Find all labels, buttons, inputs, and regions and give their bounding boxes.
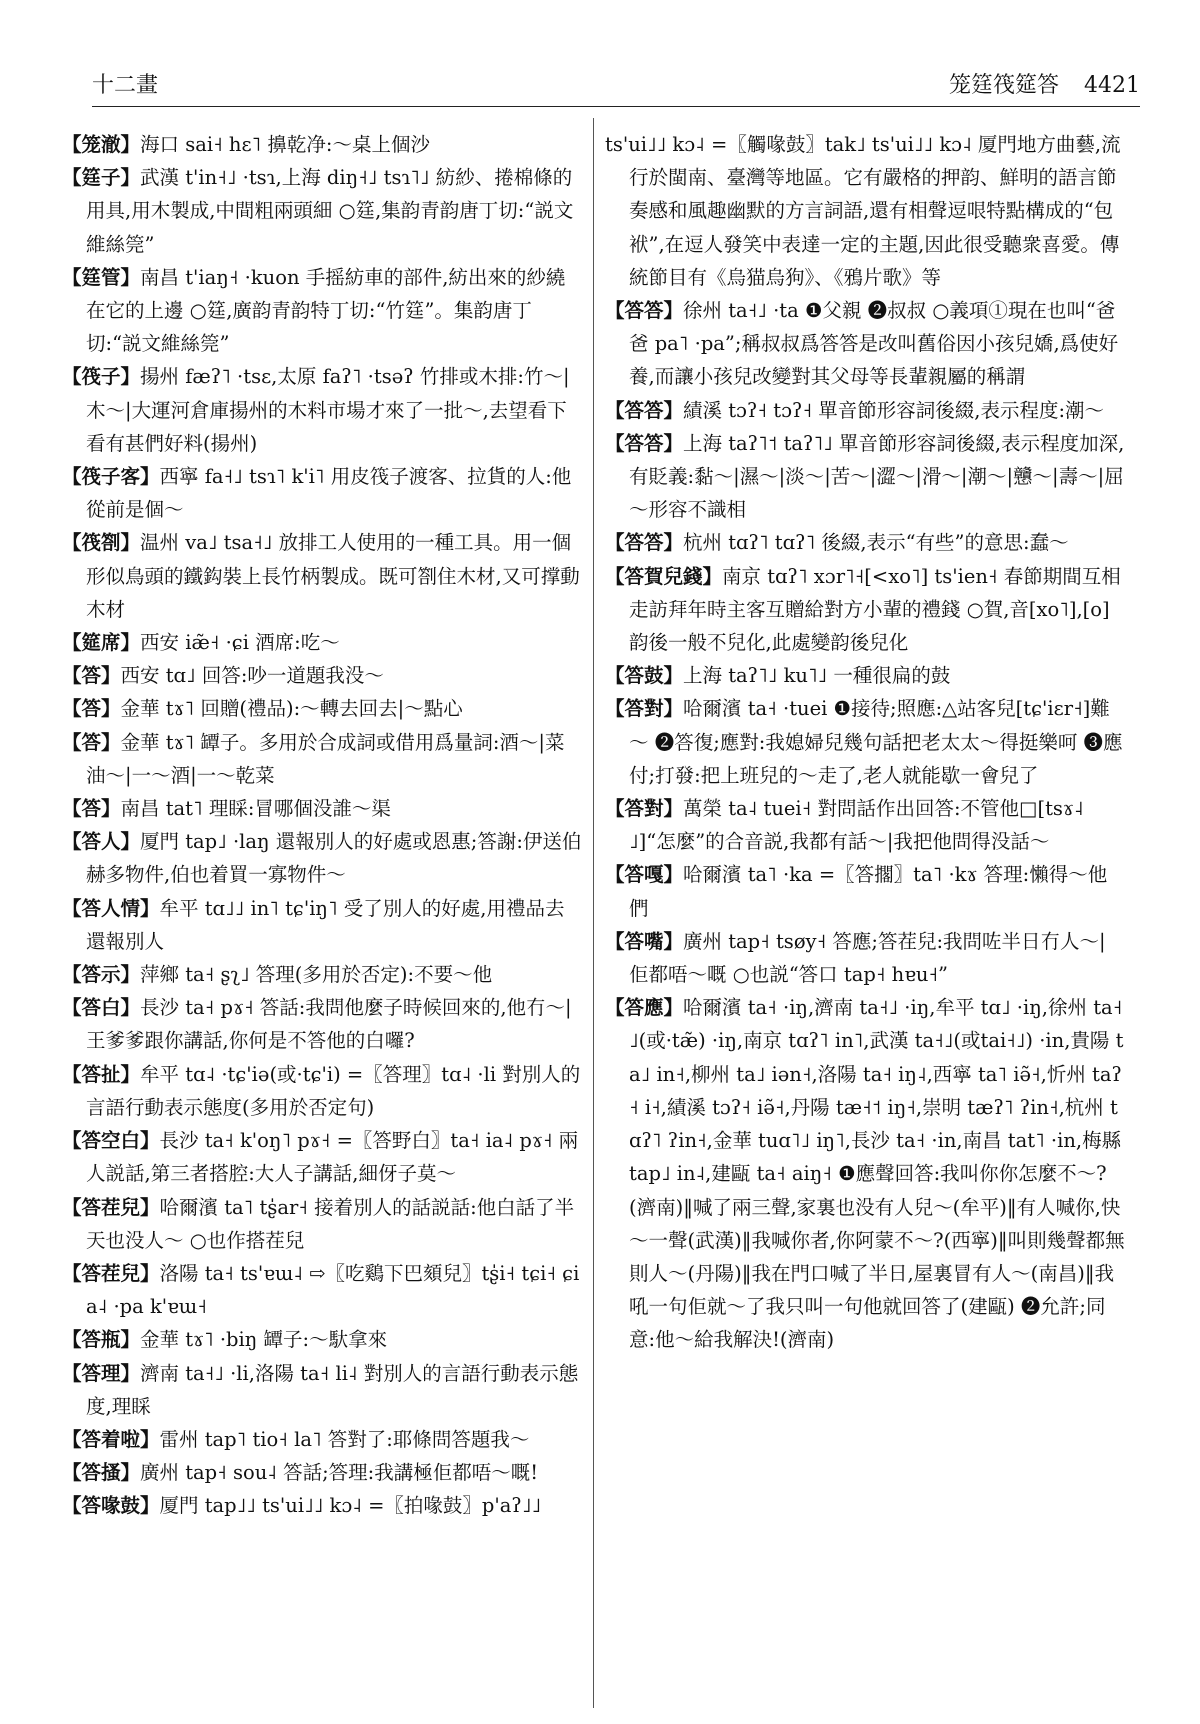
dictionary-entry [62,1456,582,1489]
entry-headword: 【答對】 [605,697,684,721]
entry-definition: 雷州 tap˥ tio˧ la˥ 答對了:耶條問答題我～ [159,1427,530,1451]
entry-definition: 績溪 tɔʔ˧ tɔʔ˧ 單音節形容詞後綴,表示程度:潮～ [683,398,1105,422]
entry-headword: 【答瓶】 [62,1328,141,1352]
entry-headword: 【答空白】 [62,1129,160,1153]
entry-headword: 【答扯】 [62,1062,141,1086]
dictionary-entry [62,626,582,659]
entry-headword: 【笼澈】 [62,133,141,156]
dictionary-entry [605,692,1125,792]
dictionary-entry [62,659,582,692]
entry-headword: 【答答】 [605,398,684,422]
entry-headword: 【答搔】 [62,1461,141,1485]
dictionary-entry [62,958,582,991]
dictionary-entry [605,427,1125,527]
page-number: 4421 [1084,73,1140,98]
right-column [605,128,1125,1708]
dictionary-entry [605,128,1125,294]
dictionary-entry [62,726,582,792]
dictionary-entry [62,1058,582,1124]
dictionary-entry [62,1191,582,1257]
entry-headword: 【答應】 [605,996,684,1020]
entry-definition: 廣州 tap˧ sou˨ 答話;答理:我講極佢都唔～嘅! [140,1461,539,1485]
entry-definition: 金華 tɤ˥ ·biŋ 罈子:～馱拿來 [140,1328,388,1352]
entry-definition: 洛陽 ta˧ ts'ɐɯ˨ ⇨〖吃鷄下巴頦兒〗tʂ̍i˧ tɕi˧ ɕia˨ ·pa k'ɐɯ˧ [86,1261,580,1319]
entry-definition: 厦門 tap˩˩ ts'ui˩˩ kɔ˨ =〖拍喙鼓〗p'aʔ˩˩ [159,1494,542,1518]
dictionary-entry [62,1357,582,1423]
entry-definition: 長沙 ta˧ k'oŋ˥ pɤ˧ =〖答野白〗ta˧ ia˨ pɤ˧ 兩人説話,第三者搭腔:大人子講話,細伢子莫～ [86,1129,579,1186]
dictionary-entry [605,560,1125,660]
entry-definition: 上海 taʔ˥˩ ku˥˩ 一種很扁的鼓 [683,664,951,688]
entry-headword: 【筏子】 [62,365,141,389]
entry-headword: 【筵席】 [62,631,141,655]
dictionary-entry [605,925,1125,991]
dictionary-entry [62,1323,582,1356]
dictionary-entry [62,991,582,1057]
entry-headword: 【答理】 [62,1361,141,1385]
entry-definition: 哈爾濱 ta˧ ·iŋ,濟南 ta˧˩ ·iŋ,牟平 tɑ˩ ·iŋ,徐州 ta˧˩(或·tæ̃) ·iŋ,南京 tɑʔ˥ in˥,武漢 ta˧˩(或tai˧˩) ·in,貴陽 ta˩ in˧,柳州 ta˩ iən˧,洛陽 ta˧ iŋ˨,西寧 ta˥ iə̃˧,忻州 taʔ˧ i˧,績溪 tɔʔ˧ iə̃˧,丹陽 tæ˧˦ iŋ˧,崇明 tæʔ˥ ʔin˧,杭州 tɑʔ˥ ʔin˧,金華 tuɑ˥˩ iŋ˥,長沙 ta˧ ·in,南昌 tat˥ ·in,梅縣 tap˩ in˨,建甌 ta˧ aiŋ˧ ❶應聲回答:我叫你你怎麼不～?(濟南)‖喊了兩三聲,家裏也没有人兒～(牟平)‖有人喊你,快～一聲(武漢)‖我喊你者,你阿蒙不～?(西寧)‖叫則幾聲都無則人～(丹陽)‖我在門口喊了半日,屋裏冒有人～(南昌)‖我吼一句佢就～了我只叫一句他就回答了(建甌) ❷允許;同意:他～給我解決!(濟南) [629,996,1125,1352]
entry-definition: 温州 va˩ tsa˧˩ 放排工人使用的一種工具。用一個形似鳥頭的鐵鈎裝上長竹柄製成。既可劄住木材,又可撑動木材 [86,531,580,621]
left-column [62,128,582,1708]
entry-headword: 【答茬兒】 [62,1261,160,1285]
entry-headword: 【答】 [62,697,121,721]
entry-definition: 上海 taʔ˥˦ taʔ˥˩ 單音節形容詞後綴,表示程度加深,有貶義:黏～|濕～|淡～|苦～|澀～|滑～|潮～|戇～|壽～|屈～形容不識相 [629,431,1125,522]
entry-definition: 長沙 ta˧ pɤ˧ 答話:我問他麼子時候回來的,他冇～|王爹爹跟你講話,你何是不答他的白囉? [86,996,572,1053]
dictionary-entry [605,294,1125,394]
entry-headword: 【答嘎】 [605,863,684,887]
entry-definition: 廣州 tap˧ tsøy˧ 答應;答茬兒:我問咗半日冇人～|佢都唔～嘅 ○也説“答口 tap˧ hɐu˧” [629,929,1106,987]
entry-definition: 海口 sai˧ hɛ˥ 擤乾净:～桌上個沙 [140,133,430,156]
entry-headword: 【答嘴】 [605,929,684,953]
entry-headword: 【答人情】 [62,896,160,920]
entry-definition: 萬榮 ta˨ tuei˧ 對問話作出回答:不管他□[tsɤ˨˩]“怎麼”的合音説,我都有話～|我把他問得没話～ [629,797,1084,854]
dictionary-entry [62,128,582,161]
entry-headword: 【答着啦】 [62,1427,160,1451]
dictionary-entry [62,360,582,460]
entry-definition: 哈爾濱 ta˥ ·ka =〖答擱〗ta˥ ·kɤ 答理:懶得～他們 [629,863,1108,920]
entry-definition: 西安 tɑ˩ 回答:吵一道題我没～ [120,664,384,688]
entry-headword: 【答示】 [62,963,141,987]
dictionary-entry [62,1423,582,1456]
dictionary-entry [62,1257,582,1323]
entry-headword: 【筳管】 [62,265,141,289]
dictionary-entry [62,692,582,725]
entry-definition: 徐州 ta˧˩ ·ta ❶父親 ❷叔叔 ○義項①現在也叫“爸爸 pa˥ ·pa”;稱叔叔爲答答是改叫舊俗因小孩兒嬌,爲使好養,而讓小孩兒改變對其父母等長輩親屬的稱謂 [629,299,1119,389]
dictionary-entry [62,526,582,626]
entry-headword: 【答答】 [605,299,684,323]
entry-definition: 西寧 fa˧˩ tsɿ˥ k'i˥ 用皮筏子渡客、拉貨的人:他從前是個～ [86,465,572,522]
entry-headword: 【答賀兒錢】 [605,564,723,588]
dictionary-entry [62,825,582,891]
dictionary-entry [605,526,1125,559]
page-keywords-and-number [949,68,1140,99]
entry-headword: 【答對】 [605,797,684,821]
entry-definition: 武漢 t'in˧˩ ·tsɿ,上海 diŋ˧˩ tsɿ˥˩ 紡紗、捲棉條的用具,用木製成,中間粗兩頭細 ○筳,集韵青韵唐丁切:“説文維絲筦” [86,166,574,256]
entry-headword: 【答答】 [605,531,684,555]
dictionary-entry [62,1489,582,1522]
entry-definition: 揚州 fæʔ˥ ·tsɛ,太原 faʔ˥ ·tsəʔ 竹排或木排:竹～|木～|大運河倉庫揚州的木料市場才來了一批～,去望看下看有甚們好料(揚州) [86,365,570,455]
entry-headword: 【答】 [62,797,121,821]
dictionary-entry [605,659,1125,692]
entry-definition: 金華 tɤ˥ 罈子。多用於合成詞或借用爲量詞:酒～|菜油～|一～酒|一～乾菜 [86,730,565,787]
dictionary-entry [605,394,1125,427]
entry-definition: 金華 tɤ˥ 回贈(禮品):～轉去回去|～點心 [120,697,463,721]
entry-headword: 【答】 [62,730,121,754]
entry-headword: 【答】 [62,664,121,688]
dictionary-entry [605,858,1125,924]
entry-headword: 【答鼓】 [605,664,684,688]
page-header [92,62,1140,107]
entry-definition: 牟平 tɑ˩˩ in˥ tɕ'iŋ˥ 受了別人的好處,用禮品去還報別人 [86,896,565,953]
entry-headword: 【答答】 [605,431,684,455]
dictionary-entry [62,161,582,261]
entry-headword: 【筏子客】 [62,465,160,489]
entry-definition: 牟平 tɑ˨ ·tɕ'iə(或·tɕ'i) =〖答理〗tɑ˨ ·li 對別人的言語行動表示態度(多用於否定句) [86,1062,581,1119]
entry-definition: 哈爾濱 ta˥ tʂ̍ar˧ 接着別人的話説話:他白話了半天也没人～ ○也作搭茬兒 [86,1195,575,1252]
dictionary-entry [605,792,1125,858]
dictionary-entry [62,460,582,526]
dictionary-entry [62,1124,582,1190]
entry-headword: 【答茬兒】 [62,1195,160,1219]
dictionary-entry [62,792,582,825]
entry-definition: 南昌 tat˥ 理睬:冒哪個没誰～渠 [120,797,391,821]
entry-definition: 杭州 tɑʔ˥ tɑʔ˥ 後綴,表示“有些”的意思:蠢～ [683,531,1069,555]
entry-headword: 【筏劄】 [62,531,141,555]
entry-headword: 【筳子】 [62,166,141,190]
entry-definition: ts'ui˩˩ kɔ˨ =〖觸喙鼓〗tak˩ ts'ui˩˩ kɔ˨ 厦門地方曲藝,流行於閩南、臺灣等地區。它有嚴格的押韵、鮮明的語言節奏感和風趣幽默的方言詞語,還有相聲逗哏特點構成的“包袱”,在逗人發笑中表達一定的主題,因此很受聽衆喜愛。傳統節目有《烏猫烏狗》、《鴉片歌》等 [605,133,1121,289]
entry-definition: 南京 tɑʔ˥ xɔr˥˧[<xo˥] ts'ien˧ 春節期間互相走訪拜年時主客互贈給對方小輩的禮錢 ○賀,音[xo˥],[o]韵後一般不兒化,此處變韵後兒化 [629,564,1121,655]
entry-headword: 【答喙鼓】 [62,1494,160,1518]
entry-headword: 【答白】 [62,996,141,1020]
entry-definition: 濟南 ta˧˩ ·li,洛陽 ta˧ li˨ 對別人的言語行動表示態度,理睬 [86,1361,579,1418]
dictionary-entry [62,261,582,361]
entry-definition: 哈爾濱 ta˧ ·tuei ❶接待;照應:△站客兒[tɕ'iɛr˧]難～ ❷答復;應對:我媳婦兒幾句話把老太太～得挺樂呵 ❸應付;打發:把上班兒的～走了,老人就能歇一會兒了 [629,697,1123,787]
dictionary-entry [62,892,582,958]
entry-headword: 【答人】 [62,830,141,854]
entry-definition: 厦門 tap˩ ·laŋ 還報別人的好處或恩惠;答謝:伊送伯赫多物件,伯也着買一寡物件～ [86,830,582,887]
dictionary-entry [605,991,1125,1356]
entry-definition: 南昌 t'iaŋ˧ ·kuon 手摇紡車的部件,紡出來的紗繞在它的上邊 ○筳,廣韵青韵特丁切:“竹筳”。集韵唐丁切:“説文維絲筦” [86,265,566,356]
entry-definition: 西安 iæ̃˧ ·ɕi 酒席:吃～ [140,631,340,655]
column-divider [593,118,594,1708]
section-label: 十二畫 [92,73,159,98]
entry-definition: 萍鄉 ta˧ ʂʅ˩ 答理(多用於否定):不要～他 [140,963,493,987]
page-keywords: 笼筳筏筵答 [948,73,1059,98]
